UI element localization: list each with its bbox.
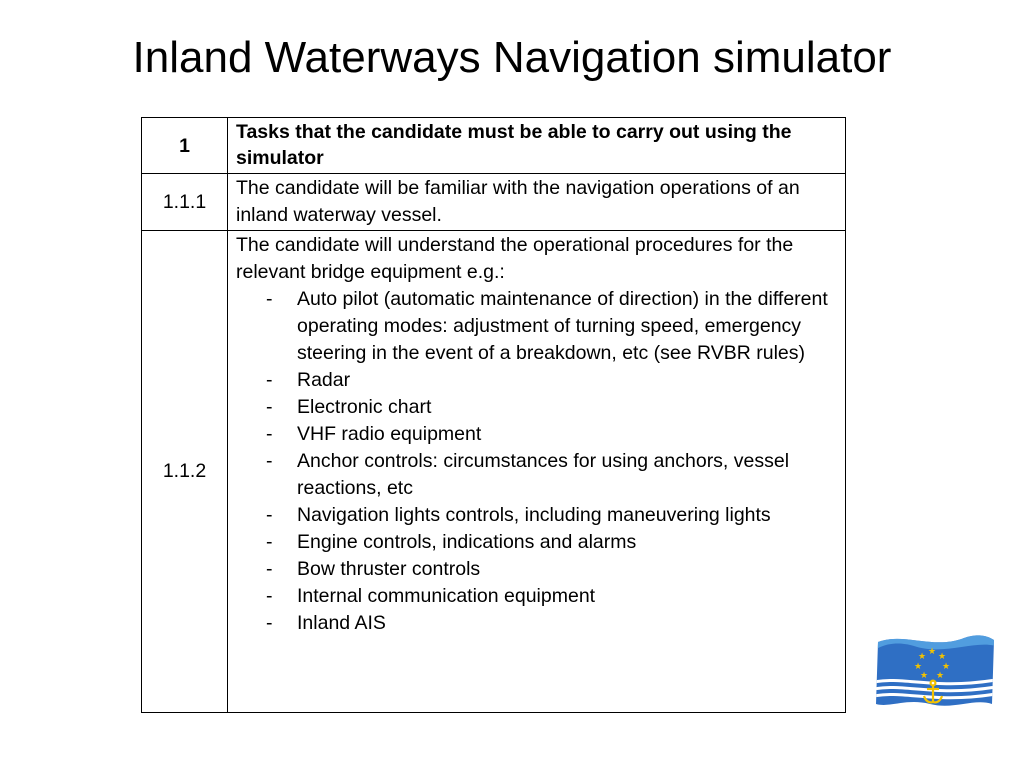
- list-item-text: Internal communication equipment: [297, 585, 596, 607]
- list-item: [236, 421, 839, 448]
- row-text-cell: [228, 231, 846, 713]
- list-item-text: Bow thruster controls: [297, 558, 481, 580]
- list-item-text: Navigation lights controls, including maneuvering lights: [297, 504, 771, 526]
- header-number-cell: 1: [142, 118, 228, 174]
- list-item: [236, 394, 839, 421]
- dash-marker: -: [266, 288, 273, 310]
- svg-text:★: ★: [938, 652, 947, 662]
- list-item: [236, 556, 839, 583]
- list-item-text: Radar: [297, 369, 351, 391]
- list-item: [236, 502, 839, 529]
- row-intro-text: The candidate will understand the operational procedures for the relevant bridge equipment e.g.:: [236, 234, 794, 283]
- dash-marker: -: [266, 396, 273, 418]
- table-header-row: [142, 118, 846, 174]
- list-item: [236, 367, 839, 394]
- dash-marker: -: [266, 612, 273, 634]
- list-item: [236, 610, 839, 637]
- dash-marker: -: [266, 504, 273, 526]
- svg-text:★: ★: [942, 662, 951, 672]
- list-item-text: Auto pilot (automatic maintenance of direction) in the different operating modes: adjustment of turning speed, emergency steering in the event of a breakdown, etc (see RVBR rules): [297, 288, 828, 364]
- list-item-text: VHF radio equipment: [297, 423, 482, 445]
- svg-text:★: ★: [936, 671, 945, 681]
- dash-marker: -: [266, 558, 273, 580]
- list-item-text: Inland AIS: [297, 612, 386, 634]
- dash-marker: -: [266, 423, 273, 445]
- dash-marker: -: [266, 531, 273, 553]
- svg-text:★: ★: [928, 647, 937, 657]
- header-text-cell: Tasks that the candidate must be able to carry out using the simulator: [228, 118, 846, 174]
- svg-text:★: ★: [920, 671, 929, 681]
- table-row: [142, 174, 846, 231]
- list-item: [236, 583, 839, 610]
- slide-title: Inland Waterways Navigation simulator: [132, 33, 892, 82]
- flag-logo: [874, 632, 996, 710]
- row-number-cell: 1.1.1: [142, 174, 228, 231]
- svg-text:★: ★: [918, 652, 927, 662]
- equipment-list: [236, 286, 839, 637]
- svg-text:★: ★: [914, 662, 923, 672]
- list-item: [236, 529, 839, 556]
- tasks-table: [141, 117, 846, 713]
- list-item-text: Electronic chart: [297, 396, 432, 418]
- dash-marker: -: [266, 585, 273, 607]
- row-text-cell: The candidate will be familiar with the navigation operations of an inland waterway vessel.: [228, 174, 846, 231]
- dash-marker: -: [266, 450, 273, 472]
- row-number-cell: 1.1.2: [142, 231, 228, 713]
- flag-anchor-stars-logo: [874, 632, 996, 710]
- list-item: [236, 448, 839, 502]
- list-item-text: Engine controls, indications and alarms: [297, 531, 637, 553]
- list-item-text: Anchor controls: circumstances for using anchors, vessel reactions, etc: [297, 450, 790, 499]
- dash-marker: -: [266, 369, 273, 391]
- list-item: [236, 286, 839, 367]
- table-row: [142, 231, 846, 713]
